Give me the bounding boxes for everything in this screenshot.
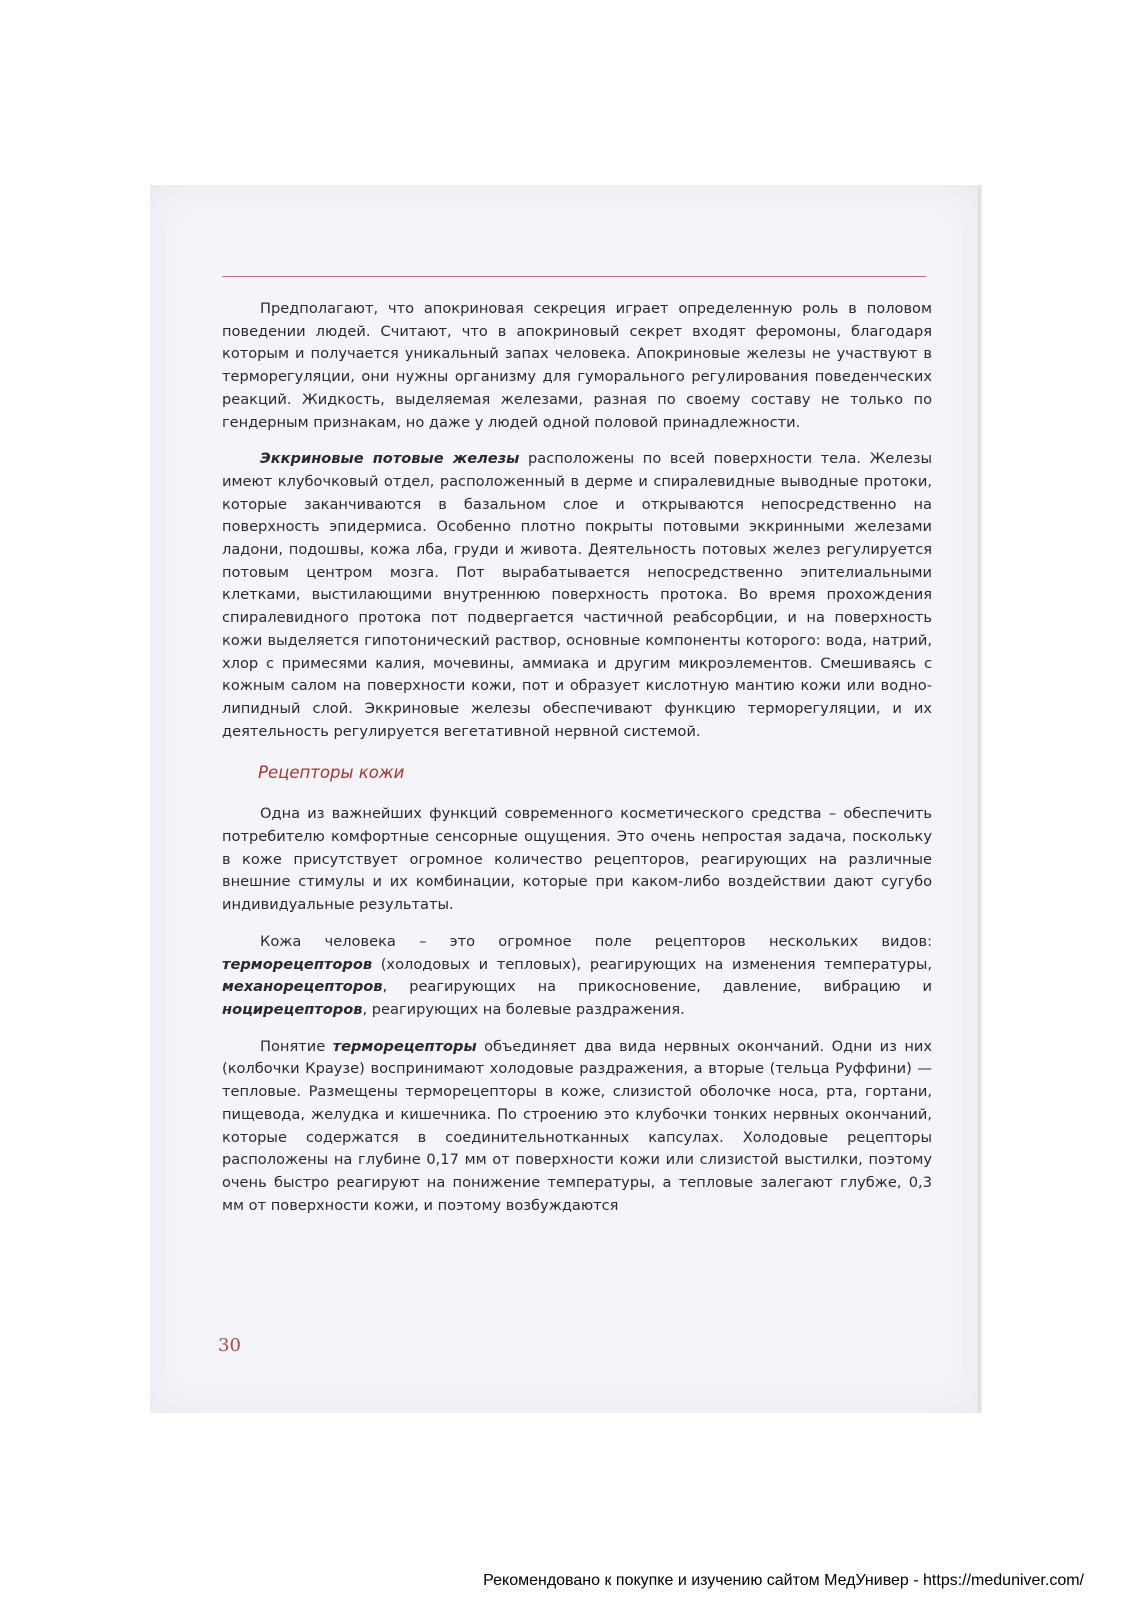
paragraph-text: Понятие <box>260 1037 333 1055</box>
header-rule <box>222 276 926 277</box>
paragraph-text: , реагирующих на болевые раздражения. <box>362 1000 685 1018</box>
term-thermoreceptors-concept: терморецепторы <box>332 1037 477 1055</box>
term-eccrine-glands: Эккриновые потовые железы <box>260 450 520 468</box>
paragraph-text: Одна из важнейших функций современного косметического средства – обеспечить потребителю комфортные сенсорные ощущения. Это очень непростая задача, поскольку в коже присутствует огромное количество рецепторов, реагирующих на различные внешние стимулы и их комбинации, которые при каком-либо воздействии дают сугубо индивидуальные результаты. <box>222 805 932 914</box>
paragraph-text: расположены по всей поверхности тела. Железы имеют клубочковый отдел, расположенный в дерме и спиралевидные выводные протоки, которые заканчиваются в базальном слое и открываются непосредственно на поверхность эпидермиса. Особенно плотно покрыты потовыми эккринными железами ладони, подошвы, кожа лба, груди и живота. Деятельность потовых желез регулируется потовым центром мозга. Пот вырабатывается непосредственно эпителиальными клетками, выстилающими внутреннюю поверхность протока. Во время прохождения спиралевидного протока пот подвергается частичной реабсорбции, и на поверхность кожи выделяется гипотонический раствор, основные компоненты которого: вода, натрий, хлор с примесями калия, мочевины, аммиака и другим микроэлементов. Смешиваясь с кожным салом на поверхности кожи, пот и образует кислотную мантию кожи или водно-липидный слой. Эккриновые железы обеспечивают функцию терморегуляции, и их деятельность регулируется вегетативной нервной системой. <box>222 450 932 740</box>
page-edge-shadow <box>978 185 982 1413</box>
paragraph-apocrine <box>222 298 932 434</box>
page-number: 30 <box>218 1335 241 1356</box>
paragraph-text: объединяет два вида нервных окончаний. Одни из них (колбочки Краузе) воспринимают холодовые раздражения, а вторые (тельца Руффини) — тепловые. Размещены терморецепторы в коже, слизистой оболочке носа, рта, гортани, пищевода, желудка и кишечника. По строению это клубочки тонких нервных окончаний, которые содержатся в соединительнотканных капсулах. Холодовые рецепторы расположены на глубине 0,17 мм от поверхности кожи или слизистой выстилки, поэтому очень быстро реагируют на понижение температуры, а тепловые залегают глубже, 0,3 мм от поверхности кожи, и поэтому возбуждаются <box>222 1037 932 1214</box>
paragraph-text: (холодовых и тепловых), реагирующих на изменения температуры, <box>372 955 932 973</box>
term-thermoreceptors: терморецепторов <box>222 955 373 973</box>
term-nociceptors: ноцирецепторов <box>222 1000 363 1018</box>
footer-recommendation: Рекомендовано к покупке и изучению сайтом МедУнивер - https://meduniver.com/ <box>483 1572 1084 1589</box>
paragraph-text: Кожа человека – это огромное поле рецепторов нескольких видов: <box>260 932 932 950</box>
term-mechanoreceptors: механорецепторов <box>222 978 383 996</box>
paragraph-eccrine <box>222 448 932 743</box>
book-page-sheet <box>150 185 978 1413</box>
paragraph-text: , реагирующих на прикосновение, давление, вибрацию и <box>382 978 932 996</box>
paragraph-sensory <box>222 803 932 917</box>
paragraph-receptor-types <box>222 931 932 1022</box>
section-heading-skin-receptors: Рецепторы кожи <box>258 763 405 783</box>
paragraph-text: Предполагают, что апокриновая секреция играет определенную роль в половом поведении людей. Считают, что в апокриновый секрет входят феромоны, благодаря которым и получается уникальный запах человека. Апокриновые железы не участвуют в терморегуляции, они нужны организму для гуморального регулирования поведенческих реакций. Жидкость, выделяемая железами, разная по своему составу не только по гендерным признакам, но даже у людей одной половой принадлежности. <box>222 300 932 431</box>
paragraph-thermoreceptors <box>222 1036 932 1218</box>
page-body <box>222 298 932 1217</box>
